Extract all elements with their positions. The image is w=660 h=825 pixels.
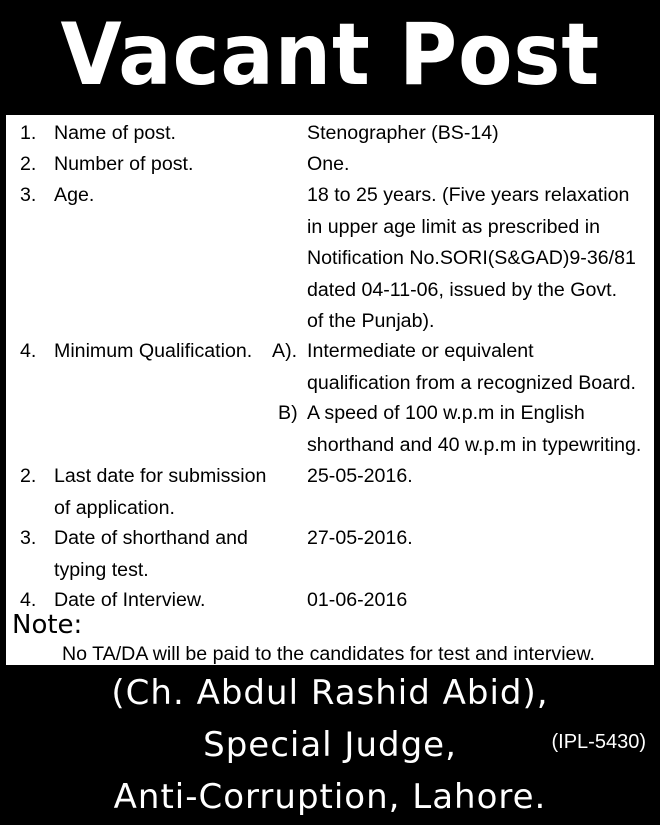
item-label: Number of post. (54, 153, 194, 175)
item-label: Date of Interview. (54, 589, 206, 611)
item-number: 3. (20, 184, 37, 206)
officer-designation: Special Judge, (203, 725, 457, 765)
post-details (6, 115, 654, 665)
item-value: 27-05-2016. (307, 527, 413, 549)
sub-item-marker: B) (278, 402, 298, 424)
item-value: Stenographer (BS-14) (307, 122, 499, 144)
item-label: Date of shorthand and typing test. (54, 527, 248, 581)
item-label: Age. (54, 184, 95, 206)
signature-block (6, 665, 654, 825)
note-heading: Note: (12, 610, 83, 640)
item-value: One. (307, 153, 350, 175)
item-label: Minimum Qualification. (54, 340, 253, 362)
note-text: No TA/DA will be paid to the candidates for test and interview. (62, 643, 595, 665)
item-label: Last date for submission of application. (54, 465, 267, 519)
department-name: Anti-Corruption, Lahore. (113, 777, 547, 817)
page-title: Vacant Post (60, 4, 600, 105)
item-label: Name of post. (54, 122, 176, 144)
header-banner (6, 0, 654, 115)
sub-item-marker: A). (272, 340, 298, 362)
item-number: 3. (20, 527, 37, 549)
ipl-reference: (IPL-5430) (551, 731, 646, 753)
item-number: 2. (20, 153, 37, 175)
item-value: 18 to 25 years. (Five years relaxation in upper age limit as prescribed in Notification No.SORI(S&GAD)9-36/81 dated 04-11-06, issued by the Govt. of the Punjab). (307, 184, 636, 332)
item-value: Intermediate or equivalent qualification from a recognized Board. (307, 340, 636, 394)
item-value: 25-05-2016. (307, 465, 413, 487)
item-value: A speed of 100 w.p.m in English shorthand and 40 w.p.m in typewriting. (307, 402, 642, 456)
officer-name: (Ch. Abdul Rashid Abid), (111, 673, 549, 713)
item-number: 4. (20, 340, 37, 362)
item-number: 4. (20, 589, 37, 611)
item-value: 01-06-2016 (307, 589, 408, 611)
item-number: 1. (20, 122, 37, 144)
item-number: 2. (20, 465, 37, 487)
